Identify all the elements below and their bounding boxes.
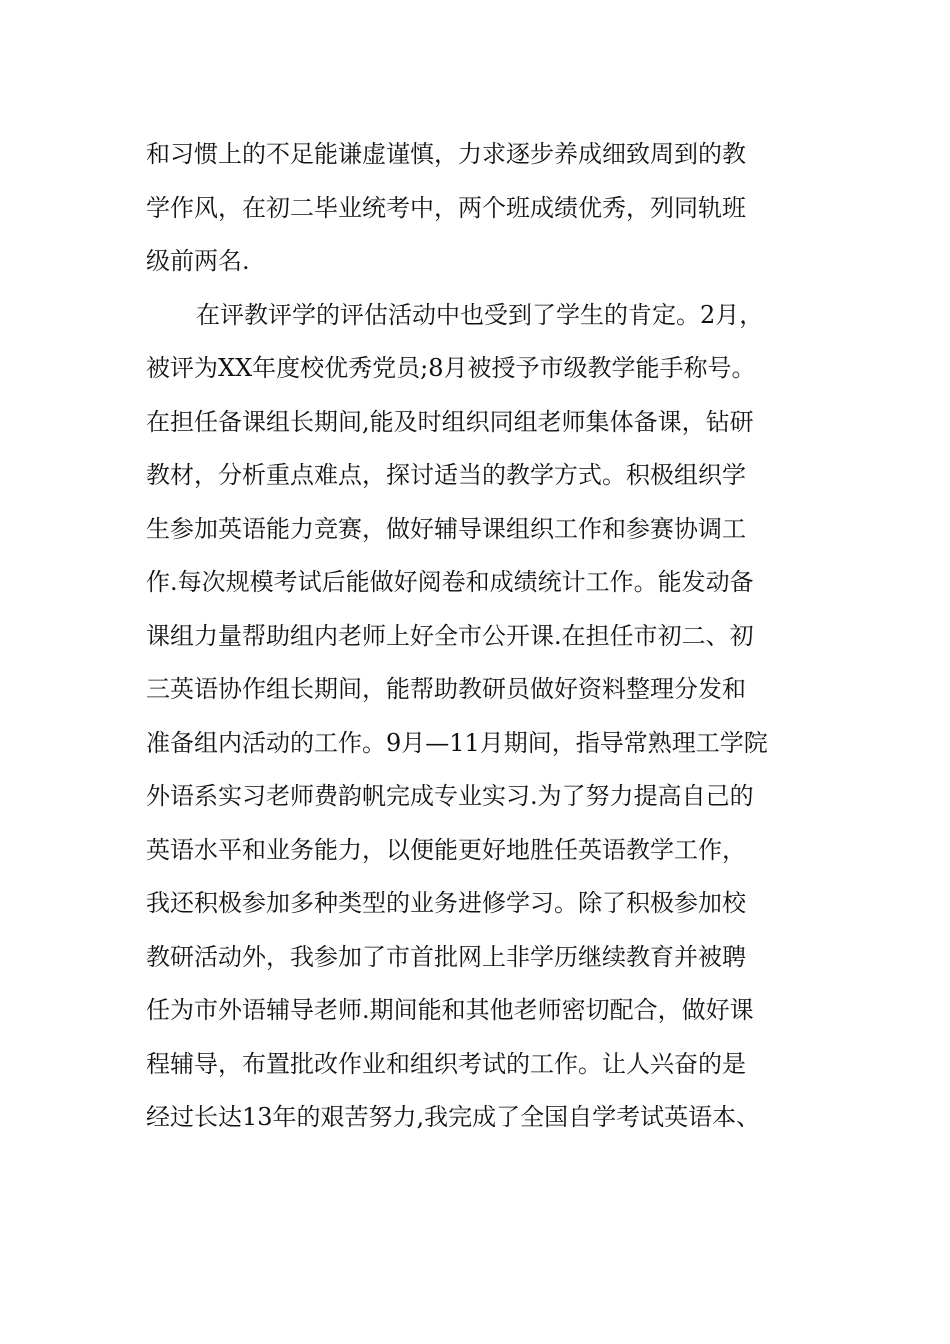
text-line: 经过长达13年的艰苦努力,我完成了全国自学考试英语本、 bbox=[146, 1103, 761, 1131]
text-line: 我还积极参加多种类型的业务进修学习。除了积极参加校 bbox=[146, 889, 746, 917]
text-line: 教研活动外，我参加了市首批网上非学历继续教育并被聘 bbox=[146, 942, 746, 971]
text-line: 生参加英语能力竞赛，做好辅导课组织工作和参赛协调工 bbox=[146, 514, 746, 543]
paragraph-1 bbox=[146, 128, 806, 289]
text-line: 作.每次规模考试后能做好阅卷和成绩统计工作。能发动备 bbox=[146, 568, 754, 596]
text-line: 级前两名. bbox=[146, 247, 250, 275]
paragraph-2 bbox=[146, 289, 806, 1145]
text-line: 准备组内活动的工作。9月—11月期间，指导常熟理工学院 bbox=[146, 728, 768, 757]
text-line: 在评教评学的评估活动中也受到了学生的肯定。2月， bbox=[196, 300, 764, 329]
text-line: 教材，分析重点难点，探讨适当的教学方式。积极组织学 bbox=[146, 461, 746, 489]
text-line: 任为市外语辅导老师.期间能和其他老师密切配合，做好课 bbox=[146, 996, 754, 1024]
text-line: 在担任备课组长期间,能及时组织同组老师集体备课，钻研 bbox=[146, 407, 754, 436]
text-line: 被评为XX年度校优秀党员;8月被授予市级教学能手称号。 bbox=[146, 354, 756, 382]
text-line: 学作风，在初二毕业统考中，两个班成绩优秀，列同轨班 bbox=[146, 193, 746, 222]
text-line: 三英语协作组长期间，能帮助教研员做好资料整理分发和 bbox=[146, 675, 746, 703]
text-line: 和习惯上的不足能谦虚谨慎，力求逐步养成细致周到的教 bbox=[146, 140, 746, 168]
text-line: 程辅导，布置批改作业和组织考试的工作。让人兴奋的是 bbox=[146, 1049, 746, 1078]
text-line: 英语水平和业务能力，以便能更好地胜任英语教学工作， bbox=[146, 835, 746, 864]
body-text bbox=[146, 128, 806, 1145]
text-line: 外语系实习老师费韵帆完成专业实习.为了努力提高自己的 bbox=[146, 782, 754, 810]
text-line: 课组力量帮助组内老师上好全市公开课.在担任市初二、初 bbox=[146, 621, 754, 650]
